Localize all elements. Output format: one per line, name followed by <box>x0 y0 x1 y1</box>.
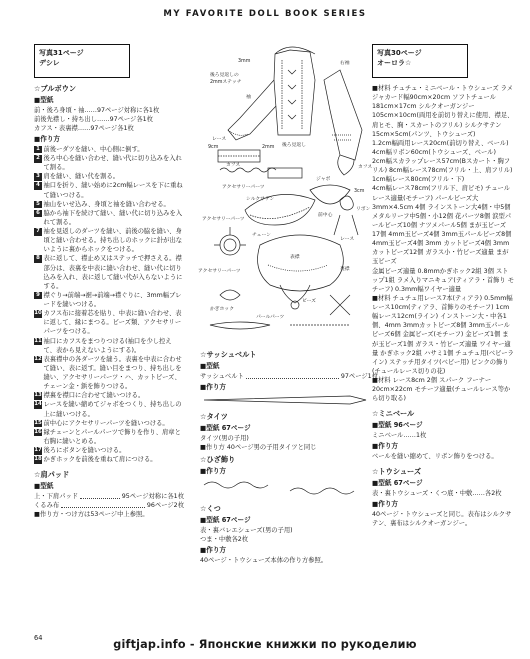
sash-section <box>200 350 378 409</box>
steps-list <box>34 145 184 464</box>
pattern-heading: ■型紙 67ページ <box>200 423 251 432</box>
step-item <box>34 209 184 227</box>
diagram-label: 表襟 <box>290 255 300 260</box>
pattern-line: 上・下肩パッド 95ページ対称に各1枚 <box>34 492 184 500</box>
pattern-heading: ■型紙 96ページ <box>372 421 423 430</box>
step-item <box>34 145 184 154</box>
howto-heading: ■作り方 <box>34 134 61 143</box>
material-line: 2cm幅スカラップレース57cm(Bスカート・胸フリル) 8cm幅レース78cm(フリル・上、肩フリル) 1cm幅レース80cm(フリル・下) <box>372 158 513 184</box>
section-title: ☆ミニベール <box>372 409 415 419</box>
step-text: カフス布に接着芯を貼り、中表に縫い合わせ、表に返して、縁にまつる。ビーズ類、アクセサリーパーツをつける。 <box>43 310 182 336</box>
pattern-line: タイツ(男の子用) <box>200 434 249 442</box>
pattern-heading: ■型紙 <box>34 481 54 490</box>
step-number: 15 <box>34 419 42 426</box>
diagram-label: 2mmステッチ <box>210 80 242 85</box>
photo-page-ref: 写真31ページ <box>39 49 84 57</box>
diagram-label: 裏襟 <box>340 267 350 272</box>
step-number: 6 <box>34 210 42 218</box>
pattern-line: くるみ布 96ページ2枚 <box>34 501 184 509</box>
middle-column <box>200 350 378 568</box>
pattern-heading: ■型紙 <box>34 95 54 104</box>
step-number: 18 <box>34 456 42 463</box>
sash-illustration <box>200 393 370 407</box>
left-column <box>34 44 184 634</box>
step-text: 肩を縫い、縫い代を割る。 <box>43 173 120 181</box>
pattern-line: 表・裏トウシューズ・くつ底・中敷……各2枚 <box>372 489 502 497</box>
step-text: 前中心にアクセサリーパーツを縫いつける。 <box>43 419 169 427</box>
howto-line: ■作り方・つけ方は53ページ中上参照。 <box>34 511 149 519</box>
diagram-label: チェーン <box>252 233 271 238</box>
diagram-label: アクセサリーパーツ <box>202 217 245 222</box>
section-title: ☆トウシューズ <box>372 467 422 477</box>
series-title: MY FAVORITE DOLL BOOK SERIES <box>163 9 367 19</box>
howto-heading: ■作り方 <box>200 382 227 391</box>
step-item <box>34 419 184 428</box>
step-item <box>34 291 184 309</box>
section-title: ☆ブルボウン <box>34 84 77 93</box>
step-number: 1 <box>34 146 42 154</box>
pattern-line: 前後先襟し・持ち出し……97ページ各1枚 <box>34 115 153 123</box>
material-line: 金属ビーズ適量 0.8mmかぎホック2組 3個 ストップ1組 ラメ入りマニキュア(ティアラ・首飾り モチーフ) 0.3mm幅ワイヤー適量 <box>372 267 515 293</box>
step-item <box>34 337 184 355</box>
pattern-heading: ■型紙 67ページ <box>200 516 251 525</box>
step-text: 縁チェーンとパールパーツで飾りを作り、肩章と右胸に縫いとめる。 <box>43 428 181 445</box>
step-number: 3 <box>34 173 42 181</box>
step-item <box>34 400 184 418</box>
right-column <box>372 44 514 634</box>
howto-heading: ■作り方 <box>372 499 399 508</box>
section-title: ☆肩パッド <box>34 470 70 480</box>
toe-shoes-section <box>372 467 514 528</box>
step-number: 13 <box>34 392 42 399</box>
diagram-label: アクセサリーパーツ <box>222 185 265 190</box>
diagram-label: 9cm <box>208 145 219 150</box>
step-item <box>34 181 184 199</box>
blouse-back-shape <box>274 50 315 135</box>
step-number: 14 <box>34 401 42 408</box>
blouse-diagram <box>190 40 380 348</box>
diagram-label: 後ろ見返しの <box>210 73 239 78</box>
step-text: 袖を見返しのダーツを縫い、前後の脇を縫い、身頃と縫い合わせる。持ち出しのホックに針が出ないように裏からホックをつける。 <box>43 228 183 254</box>
step-number: 9 <box>34 292 42 300</box>
mini-veil-section <box>372 409 514 461</box>
step-number: 16 <box>34 428 42 435</box>
pattern-line: 前・後ろ身頃・袖……97ページ対称に各1枚 <box>34 106 160 114</box>
shoulder-pad-section <box>34 470 184 519</box>
diagram-label: カフス <box>226 163 241 168</box>
howto-line: 40ページ・トウシューズと同じ。表布はシルクサテン、裏布はシルクオーガンジー。 <box>372 510 512 527</box>
diagram-label: 前中心 <box>318 213 333 218</box>
diagram-label: ビーズ <box>302 299 316 304</box>
step-item <box>34 355 184 392</box>
howto-heading: ■作り方 <box>200 466 227 475</box>
blouse-section <box>34 84 184 464</box>
step-item <box>34 455 184 464</box>
footer-watermark: giftjap.info - Японские книжки по рукоделию <box>113 638 417 651</box>
tights-section <box>200 412 378 452</box>
diagram-label: かぎホック <box>210 307 234 312</box>
step-item <box>34 172 184 181</box>
section-title: ☆くつ <box>200 504 221 514</box>
step-number: 17 <box>34 447 42 453</box>
diagram-label: アクセサリーパーツ <box>198 269 241 274</box>
section-title: ☆サッシュベルト <box>200 350 257 359</box>
diagram-label: カフス <box>358 165 373 170</box>
step-text: 袖口にカフスをまつりつける(袖口を少し控えて、表から見えないようにする)。 <box>43 337 172 354</box>
step-item <box>34 446 184 455</box>
step-text: 前後ーダツを縫い、中心側に倒す。 <box>43 145 144 153</box>
step-text: レースを縫い縮めてジャボをつくり、持ち出しの上に縫いつける。 <box>43 401 182 418</box>
diagram-label: 袖 <box>246 95 251 100</box>
photo-reference-box <box>34 44 130 78</box>
diagram-label: 後ろ見返し <box>282 143 306 148</box>
sewing-illustration <box>190 40 380 348</box>
diagram-label: シルクサテン <box>246 197 275 202</box>
diagram-label: レース <box>212 137 227 142</box>
page-number: 64 <box>34 634 43 642</box>
howto-line: ベールを縫い縮めて、リボン飾りをつける。 <box>372 453 498 460</box>
step-item <box>34 254 184 291</box>
step-text: かぎホックを前後を重ねて肩につける。 <box>43 456 157 464</box>
pattern-line: ミニベール……1枚 <box>372 431 427 439</box>
material-line: 4cm幅リボン60cm(トウシューズ、ベール) <box>372 148 496 156</box>
diagram-label: 3mm <box>238 59 251 64</box>
material-line: ■材料 チュチュ用レース7本(ティアラ) 0.5mm幅レース10cm(ティアラ、首飾りのモチーフ) 1cm幅レース12cm(ライン) インストーン大・中各1個、4mm 3mmカットビーズ8個 3mm玉パールビーズ6個 金属ビーズ(モチーフ) 金ビーズ1個 まが玉ビーズ1個 ガラス・竹ビーズ適量 ワイヤー適量 かぎホック2組 ハサミ1個 チュチュ用(ベビーライン) ステッチ用タイツ(ベビー用) ピンクの飾り(チュールレース切りの花) <box>372 294 514 375</box>
step-item <box>34 309 184 336</box>
step-number: 10 <box>34 310 42 317</box>
material-line: 4cm幅レース78cm(フリル下、肩ビモ) チュールレース適量(モチーフ) パールビーズ大3mm×4.5cm 4個 ラインストーン大4個・中5個 <box>372 185 511 211</box>
step-text: 袖山をいせ込み、身頃と袖を縫い合わせる。 <box>43 200 170 208</box>
pattern-line: 表・裏バレエシューズ(男の子用) <box>200 526 293 534</box>
photo-reference-box <box>372 44 468 78</box>
diagram-label: ジャボ <box>316 177 331 182</box>
step-text: 表裏襟中の各ダーツを縫う。表裏を中表に合わせて縫い、表に返す。縫い目をまつり、持ち出しを縫い、アクセサリーパーツ・ハ、カットビーズ、チェーン金・鋲を飾りつける。 <box>43 355 182 391</box>
garter-section <box>200 455 378 501</box>
material-line: ■材料 チュチュ・ミニベール・トウシューズ ラメジャカード幅90cm×20cm ソフトチュール181cm×17cm シルクオーガンジー105cm×10cm(両用を前切り替えに使用、襟足、肩ヒモ、胸・スカートのフリル) シルクサテン15cm×5cm(パンツ、トウシューズ) <box>372 85 514 138</box>
step-number: 7 <box>34 228 42 236</box>
materials-list <box>372 84 514 403</box>
section-title: ☆タイツ <box>200 412 228 422</box>
step-text: 脇から袖下を続けて縫い、縫い代に切り込みを入れて割る。 <box>43 209 183 226</box>
shoes-section <box>200 504 378 565</box>
doll-name: デシレ <box>39 59 60 68</box>
section-title: ☆ひざ飾り <box>200 455 236 465</box>
step-text: 後ろにボタンを縫いつける。 <box>43 447 126 454</box>
step-text: 後ろ中心を縫い合わせ、縫い代に切り込みを入れて割る。 <box>43 155 182 172</box>
step-item <box>34 154 184 172</box>
doll-name: オーロラ☆ <box>377 59 412 68</box>
diagram-label: 3cm <box>354 189 365 194</box>
step-number: 5 <box>34 201 42 209</box>
diagram-label: 2mm <box>262 145 275 150</box>
step-number: 8 <box>34 255 42 263</box>
howto-line: 40ページ・トウシューズ本体の作り方参照。 <box>200 557 328 565</box>
step-item <box>34 227 184 254</box>
step-text: 表に返して、襟止め又はステッチで押さえる。襟部分は、表裏を中表に縫い合わせ、縫い代に切り込みを入れ、表に返して縫い代が入らないようにする。 <box>43 255 183 290</box>
diagram-label: レース <box>340 237 355 242</box>
material-line: ■材料 レース8cm 2個 スパーク フーナー20cm×22cm モチーフ適量(チュールレース等から切り取る) <box>372 377 511 403</box>
howto-heading: ■作り方 <box>200 546 227 555</box>
step-number: 12 <box>34 355 42 362</box>
step-item <box>34 391 184 400</box>
pattern-heading: ■型紙 67ページ <box>372 478 423 487</box>
howto-line: ■作り方 40ページ男の子用タイツと同じ <box>200 444 317 451</box>
step-text: 袖口を折り、縫い始めに2cm幅レースを下に重ねて縫いつける。 <box>43 182 183 199</box>
pattern-heading: ■型紙 <box>200 361 220 370</box>
material-line: 1.2cm幅両用レース20cm(前切り替え、ベール) <box>372 139 509 147</box>
diagram-label: 右袖 <box>340 61 350 66</box>
garter-illustration <box>200 477 370 499</box>
diagram-label: パールパーツ <box>256 315 285 320</box>
step-text: 襟ぐり→前端→裾→前端→襟ぐりに、3mm幅ブレードを縫いつける。 <box>43 291 182 308</box>
photo-page-ref: 写真30ページ <box>377 49 422 57</box>
material-line: メタルリーフ中5個・小12個 花パーツ8個 涙型パールビーズ10個 ナツメパール5個 まが玉ビーズ17個 4mm玉ビーズ4個 3mm玉パールビーズ8個 4mm玉ビーズ4個 3mm カットビーズ4個 3mmカットビーズ12個 ガラス小・竹ビーズ適量 まが玉ビーズ <box>372 212 512 266</box>
step-text: 襟裏を襟口に合わせて縫いつける。 <box>43 392 145 400</box>
diagram-label: リボン <box>356 207 371 212</box>
step-number: 4 <box>34 182 42 190</box>
step-item <box>34 428 184 446</box>
step-number: 11 <box>34 337 42 344</box>
howto-heading: ■作り方 <box>372 442 399 451</box>
pattern-line: サッシュベルト 97ページ1枚 <box>200 372 378 380</box>
step-number: 2 <box>34 155 42 163</box>
step-item <box>34 200 184 209</box>
pattern-line: つま・中敷各2枚 <box>200 536 249 544</box>
pattern-line: カフス・表裏襟……97ページ各1枚 <box>34 124 134 132</box>
